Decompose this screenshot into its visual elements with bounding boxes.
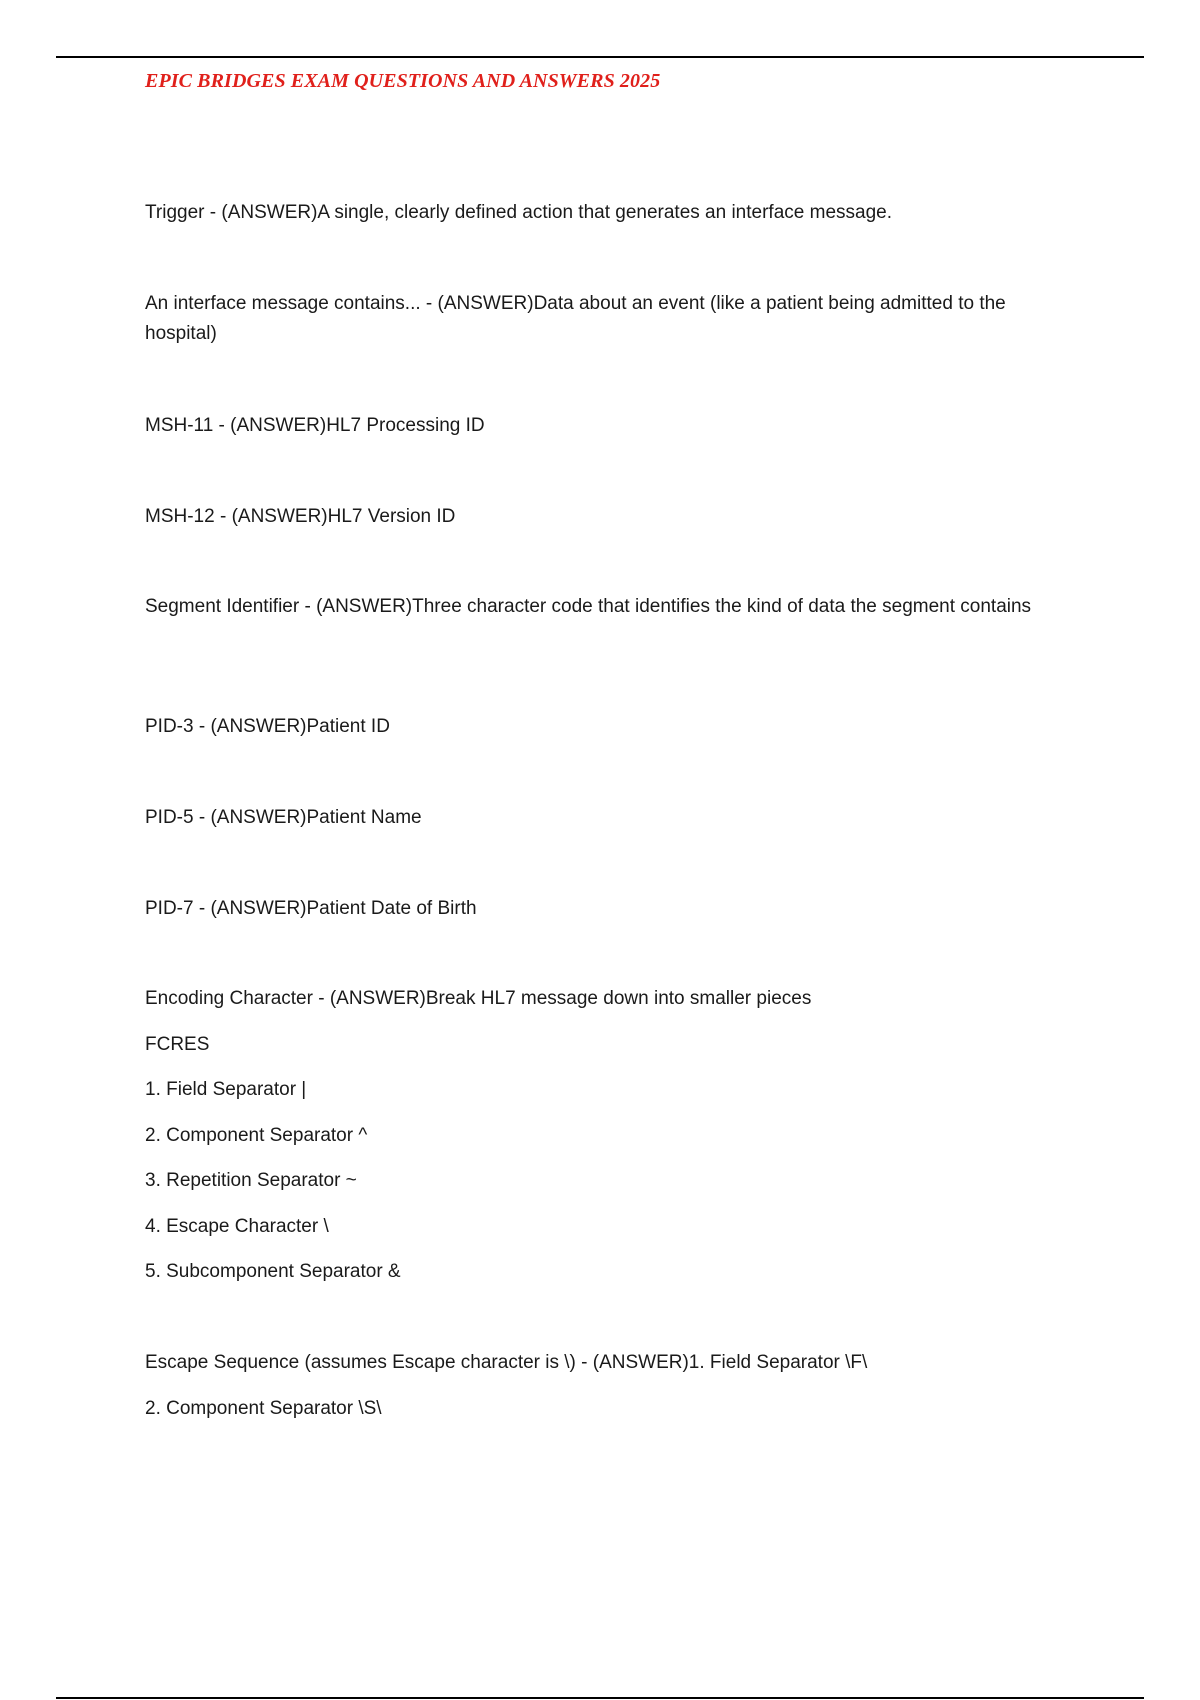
document-title: EPIC BRIDGES EXAM QUESTIONS AND ANSWERS 2025 <box>145 70 661 92</box>
entry-fcres: FCRES <box>145 1034 210 1055</box>
list-item-escape-character: 4. Escape Character \ <box>145 1216 329 1237</box>
entry-escape-sequence: Escape Sequence (assumes Escape character is \) - (ANSWER)1. Field Separator \F\ <box>145 1352 868 1373</box>
list-item-component-separator-escape: 2. Component Separator \S\ <box>145 1398 382 1419</box>
header-rule <box>56 56 1144 58</box>
list-item-repetition-separator: 3. Repetition Separator ~ <box>145 1170 357 1191</box>
entry-trigger: Trigger - (ANSWER)A single, clearly defined action that generates an interface message. <box>145 202 892 223</box>
entry-encoding-character: Encoding Character - (ANSWER)Break HL7 message down into smaller pieces <box>145 988 812 1009</box>
entry-pid-3: PID-3 - (ANSWER)Patient ID <box>145 716 390 737</box>
list-item-field-separator: 1. Field Separator | <box>145 1079 307 1100</box>
entry-pid-7: PID-7 - (ANSWER)Patient Date of Birth <box>145 898 477 919</box>
list-item-component-separator: 2. Component Separator ^ <box>145 1125 368 1146</box>
entry-interface-message: An interface message contains... - (ANSWER)Data about an event (like a patient being admitted to the hospital) <box>145 293 1006 344</box>
entry-segment-identifier: Segment Identifier - (ANSWER)Three character code that identifies the kind of data the segment contains <box>145 596 1032 617</box>
entry-msh-12: MSH-12 - (ANSWER)HL7 Version ID <box>145 506 456 527</box>
entry-msh-11: MSH-11 - (ANSWER)HL7 Processing ID <box>145 415 485 436</box>
entry-pid-5: PID-5 - (ANSWER)Patient Name <box>145 807 422 828</box>
list-item-subcomponent-separator: 5. Subcomponent Separator & <box>145 1261 401 1282</box>
footer-rule <box>56 1697 1144 1699</box>
